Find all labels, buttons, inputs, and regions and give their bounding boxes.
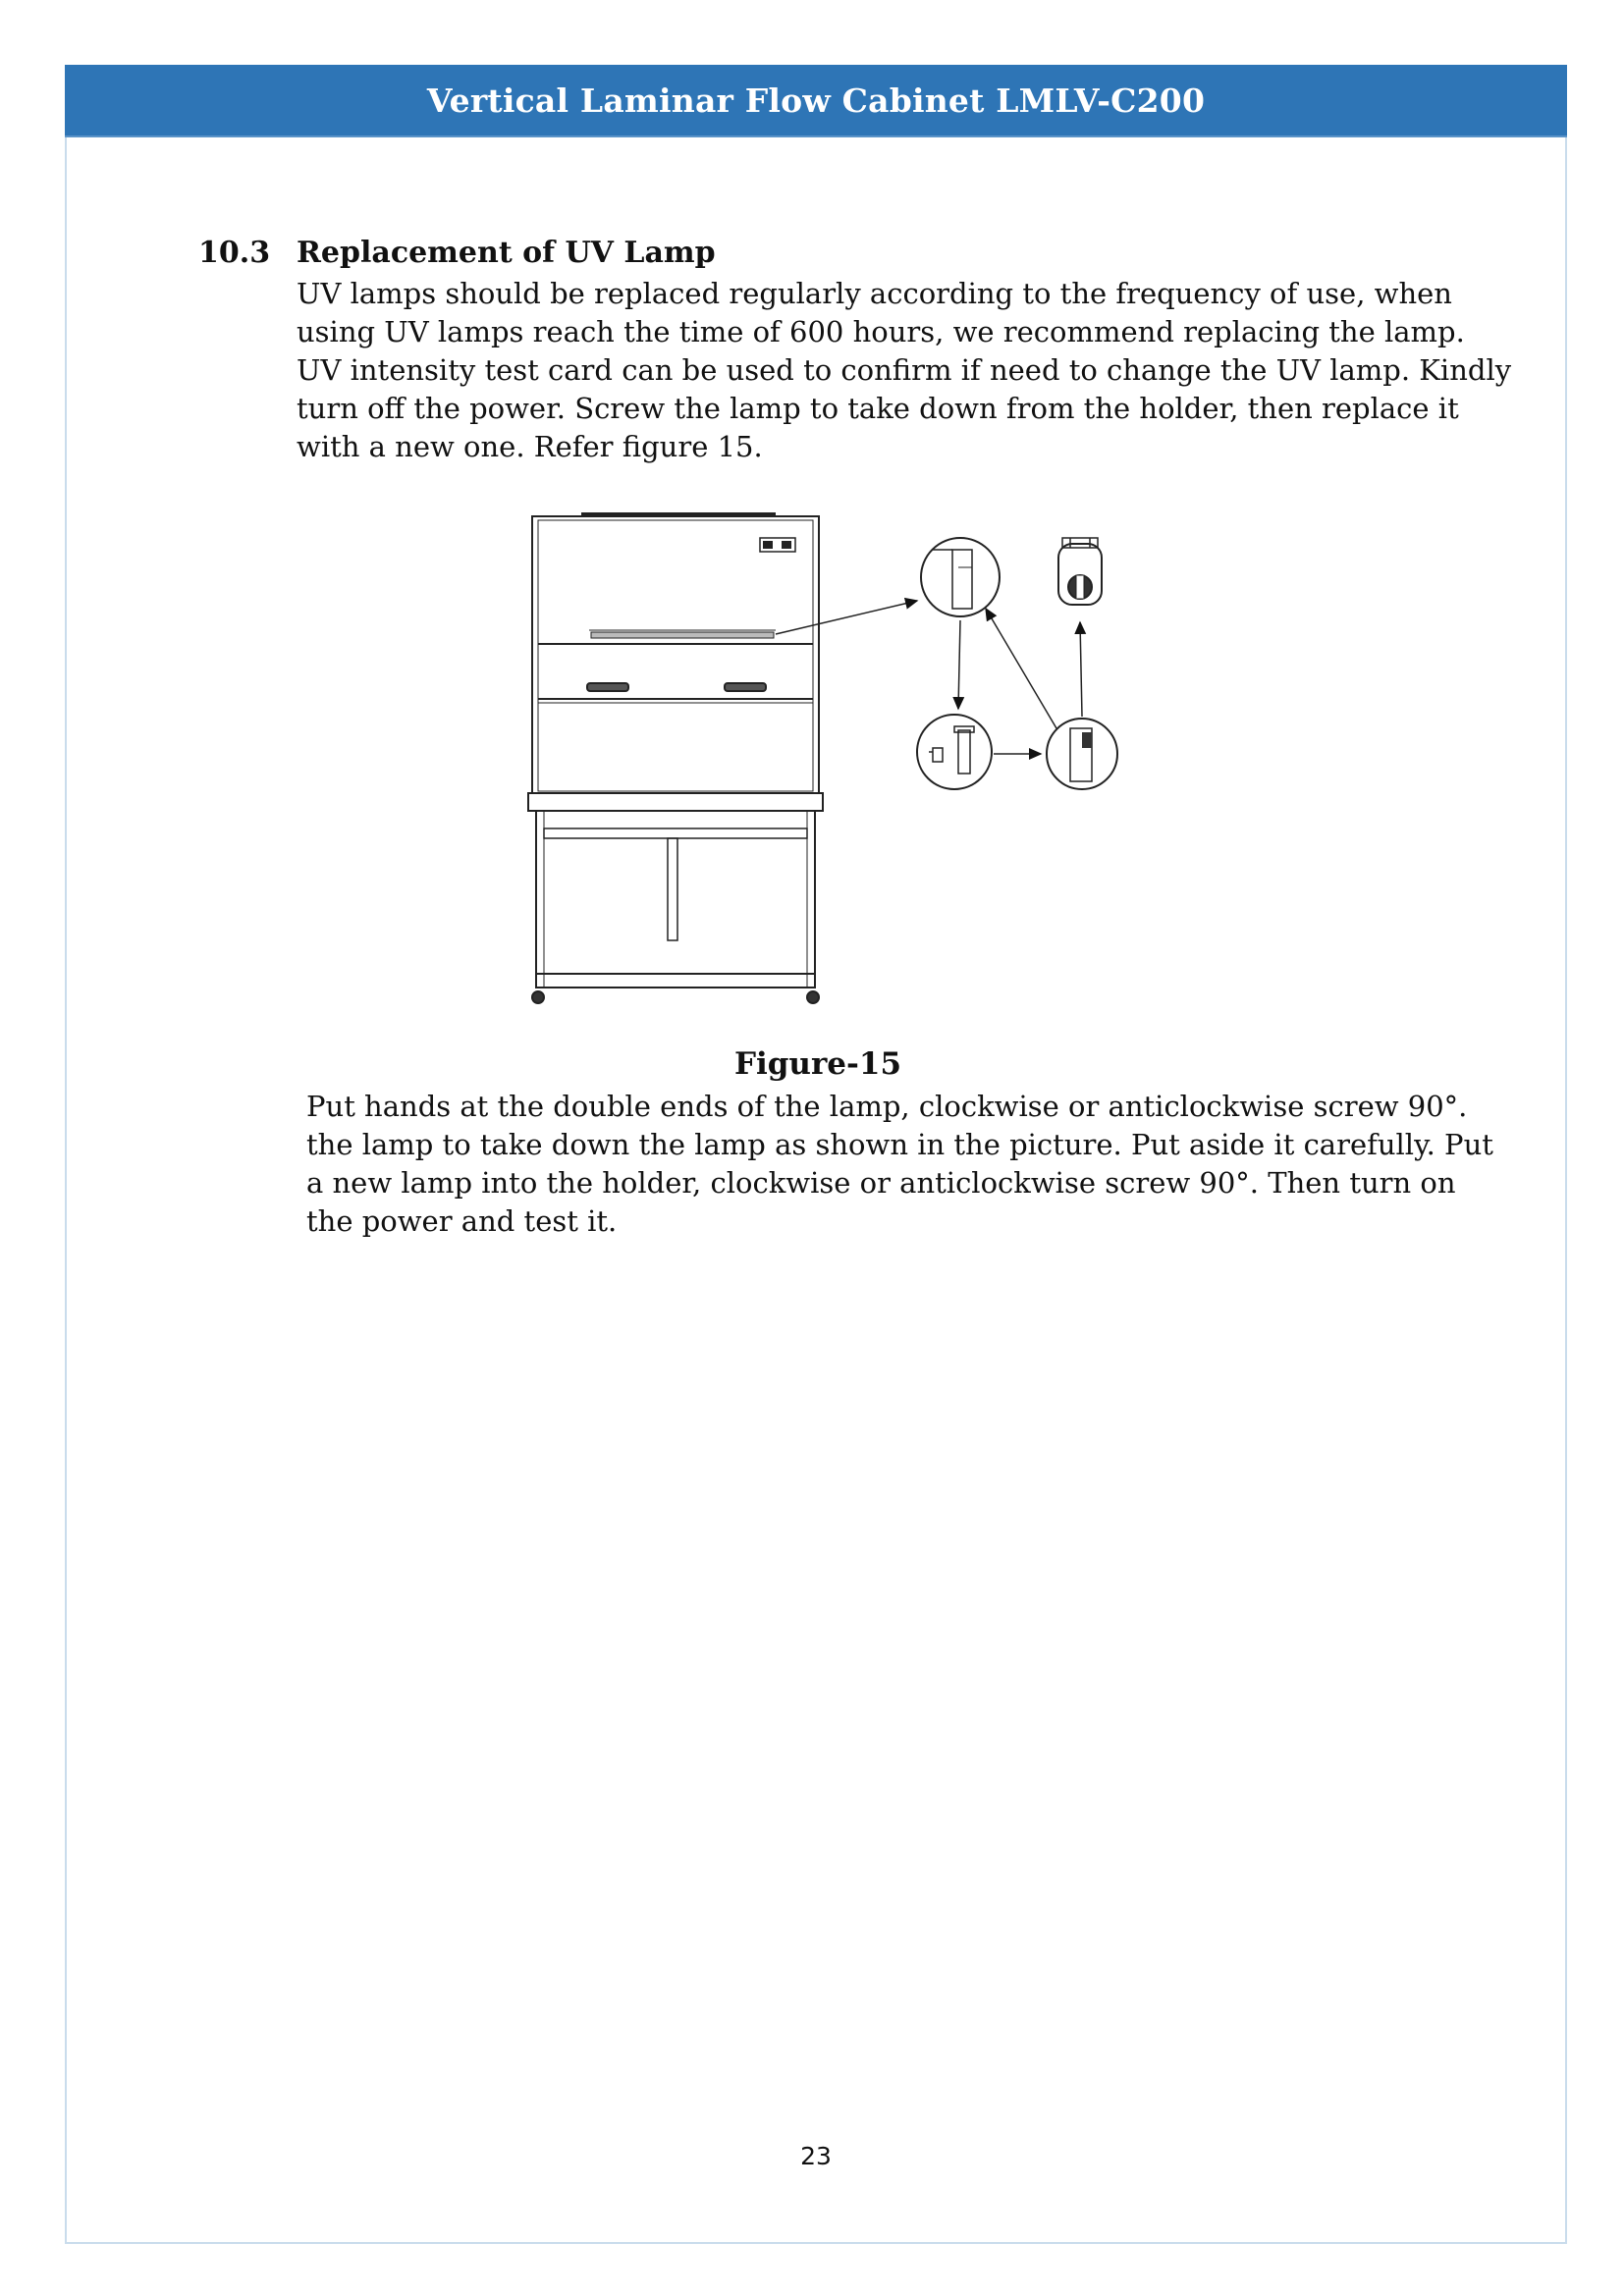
section-heading <box>198 236 716 270</box>
section-number: 10.3 <box>198 236 271 270</box>
text-line: UV intensity test card can be used to confirm if need to change the UV lamp. Kindly <box>297 353 1512 387</box>
text-line: UV lamps should be replaced regularly according to the frequency of use, when <box>297 277 1452 310</box>
callout-arrows <box>776 601 1082 754</box>
lamp-detail-circle-top <box>921 538 1000 616</box>
text-line: with a new one. Refer figure 15. <box>297 430 763 463</box>
text-line: the lamp to take down the lamp as shown in the picture. Put aside it carefully. Put <box>306 1128 1493 1161</box>
figure-caption <box>0 1046 1624 1082</box>
lamp-holder-detail <box>1058 538 1102 605</box>
paragraph-lamp-instructions <box>306 1088 1493 1241</box>
cabinet-drawing <box>528 514 823 1003</box>
page-number: 23 <box>800 2142 832 2170</box>
document-title: Vertical Laminar Flow Cabinet LMLV-C200 <box>426 80 1206 120</box>
section-title: Replacement of UV Lamp <box>297 236 716 270</box>
cabinet-diagram-figure <box>520 507 1149 1009</box>
text-line: turn off the power. Screw the lamp to take down from the holder, then replace it <box>297 392 1459 425</box>
lamp-detail-circle-bottom-right <box>1047 719 1117 789</box>
text-line: the power and test it. <box>306 1204 618 1238</box>
paragraph-uv-replacement <box>297 275 1512 466</box>
header-bar <box>65 65 1567 137</box>
text-line: Put hands at the double ends of the lamp, clockwise or anticlockwise screw 90°. <box>306 1090 1468 1123</box>
text-line: using UV lamps reach the time of 600 hours, we recommend replacing the lamp. <box>297 315 1465 348</box>
lamp-detail-circle-bottom-left <box>917 715 992 789</box>
text-line: a new lamp into the holder, clockwise or anticlockwise screw 90°. Then turn on <box>306 1166 1456 1200</box>
figure-caption-text: Figure-15 <box>733 1046 902 1082</box>
